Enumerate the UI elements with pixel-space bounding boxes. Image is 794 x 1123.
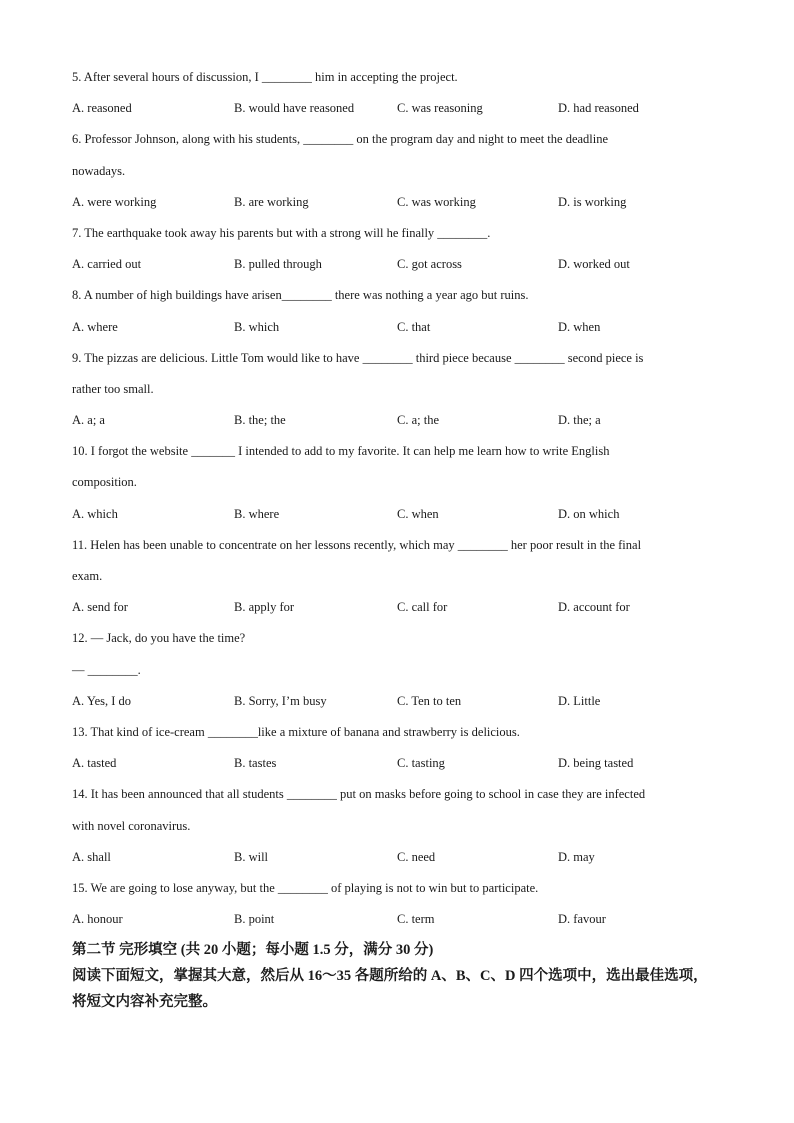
question-stem-line: 15. We are going to lose anyway, but the ________ of playing is not to win but to participate.: [72, 880, 539, 895]
option-row: [72, 686, 722, 717]
section-instructions: 阅读下面短文，掌握其大意，然后从 16～35 各题所给的 A、B、C、D 四个选项中，选出最佳选项，将短文内容补充完整。: [72, 968, 708, 1011]
option-b: B. pulled through: [234, 257, 322, 272]
section-title: 第二节 完形填空 (共 20 小题；每小题 1.5 分，满分 30 分): [72, 942, 434, 959]
option-b: B. tastes: [234, 756, 277, 771]
question-item: [72, 779, 722, 873]
question-item: [72, 124, 722, 218]
question-stem-line: 5. After several hours of discussion, I ________ him in accepting the project.: [72, 70, 458, 84]
option-d: D. the; a: [558, 413, 601, 428]
option-c: C. when: [397, 506, 439, 521]
option-b: B. the; the: [234, 413, 286, 428]
option-c: C. a; the: [397, 413, 440, 428]
option-c: C. was reasoning: [397, 101, 483, 116]
question-item: [72, 343, 722, 437]
question-stem-line: — ________.: [72, 662, 141, 677]
option-d: D. on which: [558, 506, 620, 521]
option-d: D. when: [558, 319, 601, 334]
option-row: [72, 748, 722, 779]
option-a: A. tasted: [72, 756, 117, 771]
question-stem-line: with novel coronavirus.: [72, 818, 191, 833]
question-stem-line: 10. I forgot the website _______ I intended to add to my favorite. It can help me learn how to write English: [72, 444, 610, 459]
option-c: C. call for: [397, 600, 448, 615]
option-c: C. tasting: [397, 756, 445, 771]
question-stem-line: 7. The earthquake took away his parents but with a strong will he finally ________.: [72, 225, 491, 240]
question-stem-line: 12. — Jack, do you have the time?: [72, 631, 246, 646]
question-stem-line: nowadays.: [72, 163, 126, 178]
question-stem-line: 8. A number of high buildings have arisen________ there was nothing a year ago but ruins.: [72, 288, 529, 303]
option-d: D. favour: [558, 912, 606, 927]
question-item: [72, 530, 722, 624]
question-item: [72, 218, 722, 280]
question-stem-line: 13. That kind of ice-cream ________like a mixture of banana and strawberry is delicious.: [72, 724, 520, 739]
option-d: D. may: [558, 849, 595, 864]
question-item: [72, 62, 722, 124]
option-d: D. account for: [558, 600, 630, 615]
option-row: [72, 499, 722, 530]
option-b: B. where: [234, 506, 280, 521]
option-a: A. which: [72, 506, 118, 521]
option-d: D. being tasted: [558, 756, 634, 771]
option-row: [72, 93, 722, 124]
option-row: [72, 312, 722, 343]
option-a: A. reasoned: [72, 101, 132, 116]
question-stem-line: 14. It has been announced that all students ________ put on masks before going to school in case they are infected: [72, 787, 646, 802]
option-a: A. send for: [72, 600, 128, 615]
question-stem-line: composition.: [72, 475, 137, 490]
option-a: A. shall: [72, 849, 111, 864]
option-d: D. Little: [558, 693, 601, 708]
option-row: [72, 249, 722, 280]
option-b: B. which: [234, 319, 280, 334]
option-row: [72, 592, 722, 623]
option-row: [72, 904, 722, 935]
option-d: D. worked out: [558, 257, 630, 272]
option-a: A. were working: [72, 194, 157, 209]
question-stem-line: exam.: [72, 569, 103, 583]
option-row: [72, 187, 722, 218]
option-d: D. had reasoned: [558, 101, 639, 116]
option-a: A. carried out: [72, 257, 142, 272]
option-row: [72, 405, 722, 436]
option-c: C. need: [397, 849, 436, 864]
question-stem-line: rather too small.: [72, 381, 154, 396]
option-b: B. apply for: [234, 600, 295, 615]
option-b: B. Sorry, I’m busy: [234, 693, 327, 708]
option-a: A. a; a: [72, 413, 105, 428]
question-item: [72, 623, 722, 717]
option-b: B. point: [234, 912, 275, 927]
option-b: B. are working: [234, 194, 309, 209]
question-item: [72, 280, 722, 342]
question-stem-line: 9. The pizzas are delicious. Little Tom would like to have ________ third piece because ________ second piece is: [72, 350, 644, 365]
option-b: B. will: [234, 849, 269, 864]
option-c: C. term: [397, 912, 435, 927]
question-list: [72, 62, 722, 935]
question-item: [72, 873, 722, 935]
option-b: B. would have reasoned: [234, 101, 355, 116]
option-c: C. Ten to ten: [397, 693, 462, 708]
option-a: A. Yes, I do: [72, 693, 132, 708]
option-c: C. was working: [397, 194, 476, 209]
question-stem-line: 6. Professor Johnson, along with his students, ________ on the program day and night to meet the deadline: [72, 132, 609, 147]
option-c: C. that: [397, 319, 431, 334]
question-item: [72, 436, 722, 530]
option-d: D. is working: [558, 194, 627, 209]
option-a: A. honour: [72, 912, 123, 927]
option-row: [72, 842, 722, 873]
option-a: A. where: [72, 319, 118, 334]
question-stem-line: 11. Helen has been unable to concentrate on her lessons recently, which may ________ her poor result in the final: [72, 537, 642, 552]
question-item: [72, 717, 722, 779]
option-c: C. got across: [397, 257, 462, 272]
exam-page: [72, 62, 722, 1015]
